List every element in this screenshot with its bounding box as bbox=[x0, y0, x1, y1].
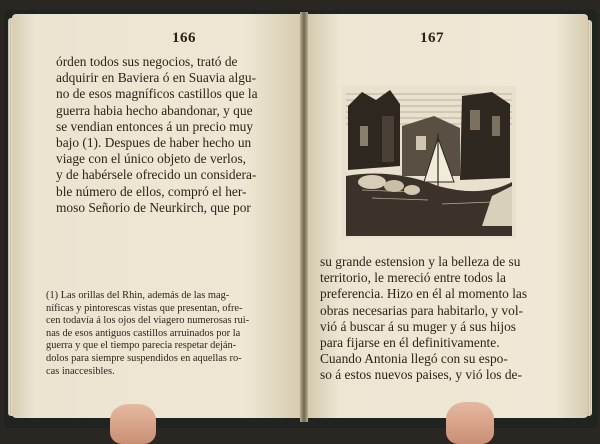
engraving-illustration bbox=[342, 86, 516, 238]
left-thumb bbox=[110, 404, 156, 444]
right-page-number: 167 bbox=[420, 30, 444, 46]
right-thumb bbox=[446, 402, 494, 444]
right-page bbox=[306, 14, 588, 418]
left-page-body-text: órden todos sus negocios, trató de adquirir en Baviera ó en Suavia algu- no de esos magníficos castillos que la guerra habia hecho abandonar, y que se vendian entonces á un precio muy bajo (1). Despues de haber hecho un viage con el único objeto de verlos, y de habérsele ofrecido un considera- ble número de ellos, compró el her- moso Señorio de Neurkirch, que por bbox=[56, 54, 258, 215]
left-page-footnote: (1) Las orillas del Rhin, además de las mag- níficas y pintorescas vistas que presentan, ofre- cen todavía á los ojos del viagero numerosas rui- nas de esos antiguos castillos arruinados por la guerra y que el tiempo parecia respetar deján- dolos para siempre suspendidos en aquellas ro- cas inaccesibles. bbox=[46, 290, 250, 377]
left-page-number: 166 bbox=[172, 30, 196, 46]
right-page-body-text: su grande estension y la belleza de su territorio, le mereció entre todos la preferencia. Hizo en él al momento las obras necesarias para habitarlo, y vol- vió á buscar á su muger y á sus hijos para fijarse en él definitivamente. Cuando Antonia llegó con su espo- so á estos nuevos paises, y vió los de- bbox=[320, 254, 528, 383]
left-page bbox=[12, 14, 302, 418]
book-gutter bbox=[300, 12, 308, 422]
